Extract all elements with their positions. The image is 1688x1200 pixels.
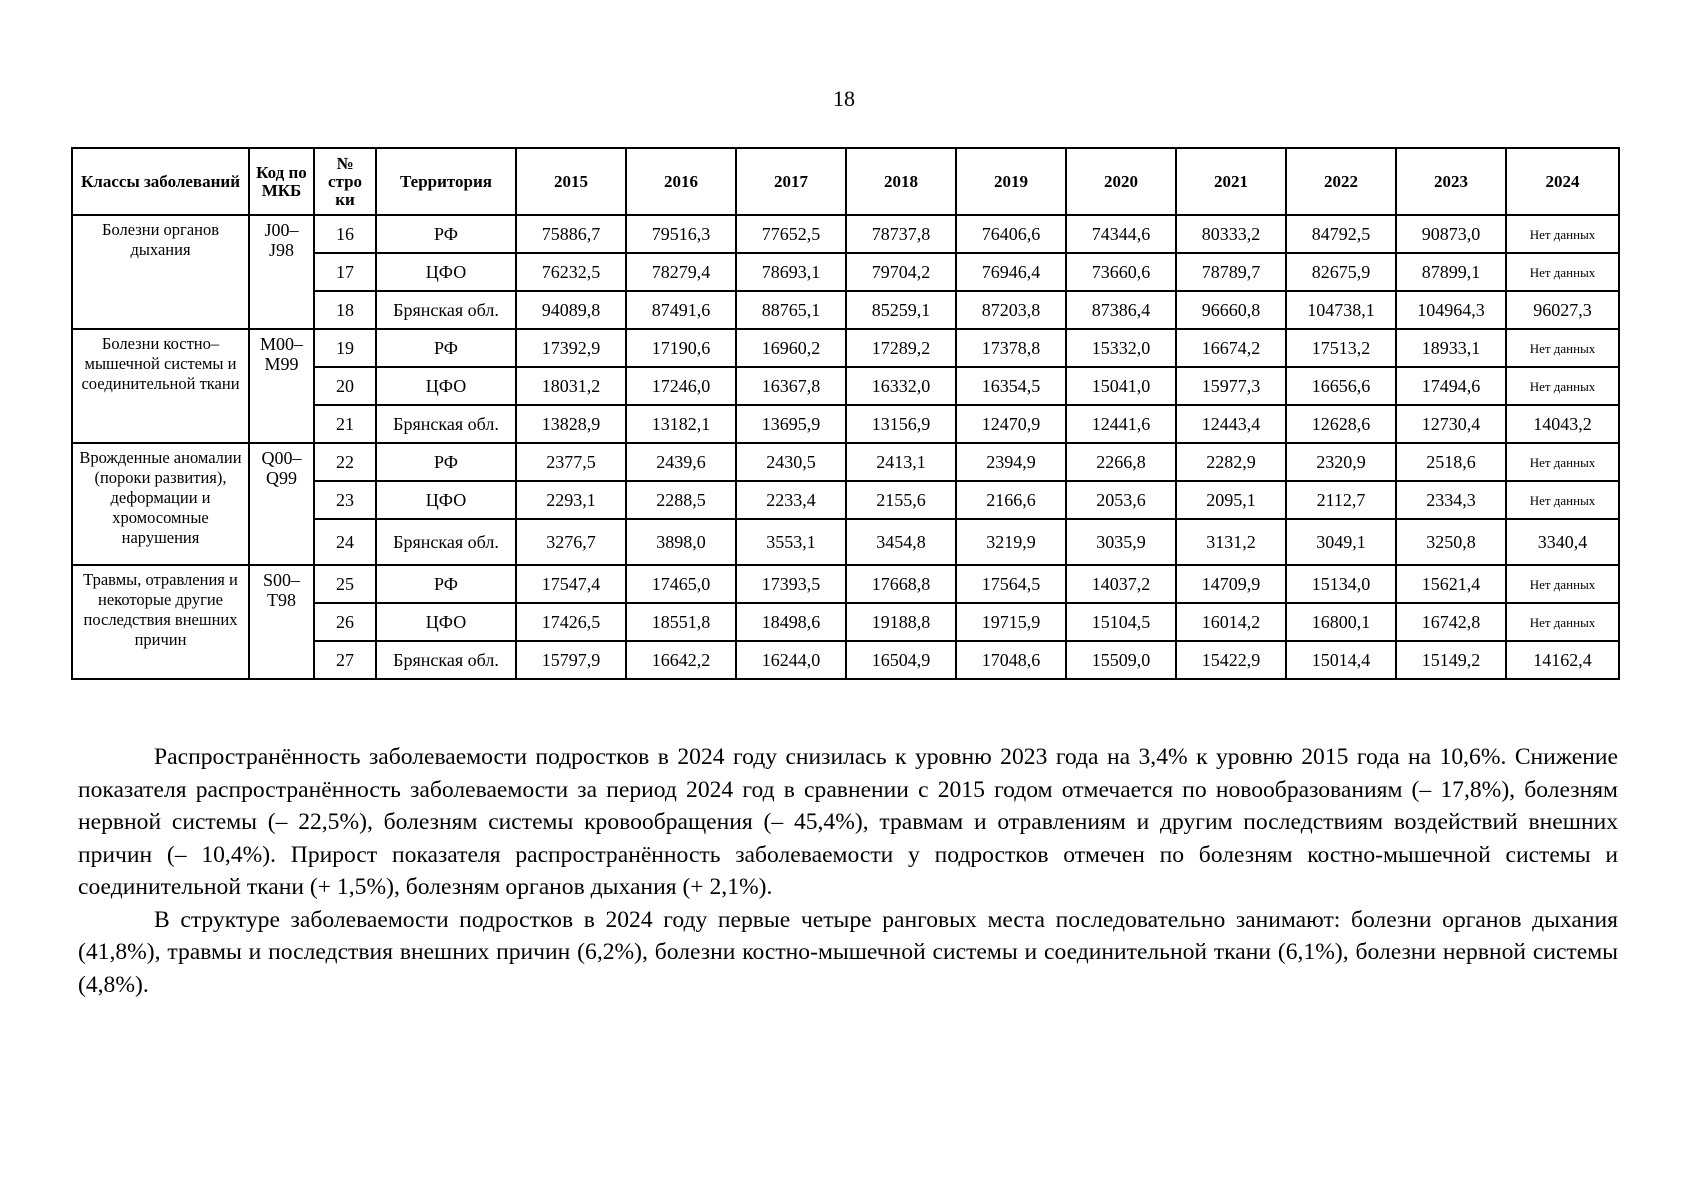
value-cell: 14709,9 — [1176, 565, 1286, 603]
header-year-2018: 2018 — [846, 148, 956, 215]
row-number-cell: 23 — [314, 481, 376, 519]
value-cell: 16674,2 — [1176, 329, 1286, 367]
row-number-cell: 24 — [314, 519, 376, 565]
disease-class-cell: Травмы, отравления и некоторые другие последствия внешних причин — [72, 565, 249, 679]
disease-class-cell: Болезни органов дыхания — [72, 215, 249, 329]
value-cell: 15134,0 — [1286, 565, 1396, 603]
value-cell: 78737,8 — [846, 215, 956, 253]
header-year-2021: 2021 — [1176, 148, 1286, 215]
territory-cell: Брянская обл. — [376, 291, 516, 329]
value-cell: 16354,5 — [956, 367, 1066, 405]
value-cell: 76406,6 — [956, 215, 1066, 253]
header-year-2024: 2024 — [1506, 148, 1619, 215]
value-cell: 3035,9 — [1066, 519, 1176, 565]
value-cell: 17465,0 — [626, 565, 736, 603]
value-cell: 87203,8 — [956, 291, 1066, 329]
value-cell: 17289,2 — [846, 329, 956, 367]
value-cell: 17378,8 — [956, 329, 1066, 367]
value-cell: 16332,0 — [846, 367, 956, 405]
value-cell: 14043,2 — [1506, 405, 1619, 443]
value-cell: 2288,5 — [626, 481, 736, 519]
value-cell: 17048,6 — [956, 641, 1066, 679]
value-cell: 13156,9 — [846, 405, 956, 443]
value-cell: 3340,4 — [1506, 519, 1619, 565]
value-cell: 78693,1 — [736, 253, 846, 291]
row-number-cell: 25 — [314, 565, 376, 603]
value-cell: 79704,2 — [846, 253, 956, 291]
value-cell: 84792,5 — [1286, 215, 1396, 253]
value-cell: 12628,6 — [1286, 405, 1396, 443]
value-cell: 16244,0 — [736, 641, 846, 679]
value-cell: 15422,9 — [1176, 641, 1286, 679]
value-cell: 16742,8 — [1396, 603, 1506, 641]
morbidity-table — [71, 147, 1620, 680]
icd-code-cell: Q00– Q99 — [249, 443, 314, 565]
table-row — [72, 443, 1619, 481]
territory-cell: ЦФО — [376, 253, 516, 291]
table-row — [72, 329, 1619, 367]
value-cell: 76946,4 — [956, 253, 1066, 291]
value-cell: 2282,9 — [1176, 443, 1286, 481]
value-cell: 15797,9 — [516, 641, 626, 679]
value-cell: 12470,9 — [956, 405, 1066, 443]
value-cell: 2155,6 — [846, 481, 956, 519]
value-cell: 17513,2 — [1286, 329, 1396, 367]
value-cell: 74344,6 — [1066, 215, 1176, 253]
value-cell: 73660,6 — [1066, 253, 1176, 291]
icd-code-cell: J00– J98 — [249, 215, 314, 329]
value-cell: 17246,0 — [626, 367, 736, 405]
value-cell: 15332,0 — [1066, 329, 1176, 367]
row-number-cell: 26 — [314, 603, 376, 641]
value-cell: 2233,4 — [736, 481, 846, 519]
value-cell: 96027,3 — [1506, 291, 1619, 329]
value-cell: 2334,3 — [1396, 481, 1506, 519]
value-cell: 17564,5 — [956, 565, 1066, 603]
page-number: 18 — [833, 86, 855, 111]
value-cell: 87491,6 — [626, 291, 736, 329]
value-cell: 82675,9 — [1286, 253, 1396, 291]
value-cell: Нет данных — [1506, 253, 1619, 291]
paragraph: В структуре заболеваемости подростков в 2024 году первые четыре ранговых места последовательно занимают: болезни органов дыхания (41,8%), травмы и последствия внешних причин (6,2%), болезни костно-мышечной системы и соединительной ткани (6,1%), болезни нервной системы (4,8%). — [78, 906, 1618, 998]
value-cell: 12443,4 — [1176, 405, 1286, 443]
body-text — [78, 741, 1618, 1001]
territory-cell: ЦФО — [376, 367, 516, 405]
value-cell: 78279,4 — [626, 253, 736, 291]
territory-cell: Брянская обл. — [376, 519, 516, 565]
value-cell: Нет данных — [1506, 329, 1619, 367]
value-cell: Нет данных — [1506, 481, 1619, 519]
value-cell: 15041,0 — [1066, 367, 1176, 405]
value-cell: 17190,6 — [626, 329, 736, 367]
value-cell: 3049,1 — [1286, 519, 1396, 565]
disease-class-cell: Болезни костно– мышечной системы и соединительной ткани — [72, 329, 249, 443]
value-cell: 16367,8 — [736, 367, 846, 405]
value-cell: 2293,1 — [516, 481, 626, 519]
value-cell: 2394,9 — [956, 443, 1066, 481]
value-cell: 90873,0 — [1396, 215, 1506, 253]
territory-cell: Брянская обл. — [376, 405, 516, 443]
value-cell: 88765,1 — [736, 291, 846, 329]
table-body — [72, 215, 1619, 679]
value-cell: 3454,8 — [846, 519, 956, 565]
value-cell: 16960,2 — [736, 329, 846, 367]
value-cell: 19715,9 — [956, 603, 1066, 641]
header-territory: Территория — [376, 148, 516, 215]
territory-cell: РФ — [376, 565, 516, 603]
value-cell: 12441,6 — [1066, 405, 1176, 443]
value-cell: Нет данных — [1506, 215, 1619, 253]
row-number-cell: 17 — [314, 253, 376, 291]
value-cell: 17668,8 — [846, 565, 956, 603]
value-cell: 12730,4 — [1396, 405, 1506, 443]
value-cell: 18031,2 — [516, 367, 626, 405]
row-number-cell: 16 — [314, 215, 376, 253]
header-row-number: № стро ки — [314, 148, 376, 215]
row-number-cell: 21 — [314, 405, 376, 443]
value-cell: 2095,1 — [1176, 481, 1286, 519]
value-cell: 14037,2 — [1066, 565, 1176, 603]
value-cell: Нет данных — [1506, 443, 1619, 481]
header-year-2020: 2020 — [1066, 148, 1176, 215]
value-cell: 16656,6 — [1286, 367, 1396, 405]
value-cell: 2053,6 — [1066, 481, 1176, 519]
territory-cell: ЦФО — [376, 481, 516, 519]
value-cell: 2377,5 — [516, 443, 626, 481]
value-cell: 3219,9 — [956, 519, 1066, 565]
value-cell: 17426,5 — [516, 603, 626, 641]
value-cell: 13695,9 — [736, 405, 846, 443]
value-cell: 16642,2 — [626, 641, 736, 679]
value-cell: 16800,1 — [1286, 603, 1396, 641]
value-cell: 3276,7 — [516, 519, 626, 565]
value-cell: 15977,3 — [1176, 367, 1286, 405]
header-year-2019: 2019 — [956, 148, 1066, 215]
value-cell: 2166,6 — [956, 481, 1066, 519]
value-cell: 16504,9 — [846, 641, 956, 679]
value-cell: 104964,3 — [1396, 291, 1506, 329]
value-cell: 2112,7 — [1286, 481, 1396, 519]
value-cell: 75886,7 — [516, 215, 626, 253]
value-cell: Нет данных — [1506, 367, 1619, 405]
value-cell: 15149,2 — [1396, 641, 1506, 679]
header-icd-code: Код по МКБ — [249, 148, 314, 215]
table-row — [72, 565, 1619, 603]
value-cell: 3898,0 — [626, 519, 736, 565]
row-number-cell: 20 — [314, 367, 376, 405]
value-cell: 18498,6 — [736, 603, 846, 641]
value-cell: Нет данных — [1506, 565, 1619, 603]
territory-cell: ЦФО — [376, 603, 516, 641]
row-number-cell: 18 — [314, 291, 376, 329]
value-cell: 15621,4 — [1396, 565, 1506, 603]
value-cell: 77652,5 — [736, 215, 846, 253]
value-cell: 17547,4 — [516, 565, 626, 603]
value-cell: 87386,4 — [1066, 291, 1176, 329]
value-cell: 14162,4 — [1506, 641, 1619, 679]
row-number-cell: 19 — [314, 329, 376, 367]
value-cell: 15509,0 — [1066, 641, 1176, 679]
value-cell: 2266,8 — [1066, 443, 1176, 481]
table-header-row — [72, 148, 1619, 215]
value-cell: 13182,1 — [626, 405, 736, 443]
icd-code-cell: S00– T98 — [249, 565, 314, 679]
value-cell: 15014,4 — [1286, 641, 1396, 679]
value-cell: 2413,1 — [846, 443, 956, 481]
value-cell: 85259,1 — [846, 291, 956, 329]
value-cell: 2439,6 — [626, 443, 736, 481]
value-cell: 2320,9 — [1286, 443, 1396, 481]
disease-class-cell: Врожденные аномалии (пороки развития), деформации и хромосомные нарушения — [72, 443, 249, 565]
value-cell: 18933,1 — [1396, 329, 1506, 367]
header-year-2022: 2022 — [1286, 148, 1396, 215]
value-cell: 3250,8 — [1396, 519, 1506, 565]
value-cell: 3553,1 — [736, 519, 846, 565]
value-cell: 79516,3 — [626, 215, 736, 253]
value-cell: 76232,5 — [516, 253, 626, 291]
value-cell: 80333,2 — [1176, 215, 1286, 253]
icd-code-cell: M00– M99 — [249, 329, 314, 443]
value-cell: 15104,5 — [1066, 603, 1176, 641]
value-cell: 94089,8 — [516, 291, 626, 329]
value-cell: 2518,6 — [1396, 443, 1506, 481]
value-cell: 96660,8 — [1176, 291, 1286, 329]
header-disease-class: Классы заболеваний — [72, 148, 249, 215]
value-cell: 87899,1 — [1396, 253, 1506, 291]
value-cell: 3131,2 — [1176, 519, 1286, 565]
value-cell: 17392,9 — [516, 329, 626, 367]
header-year-2017: 2017 — [736, 148, 846, 215]
value-cell: 18551,8 — [626, 603, 736, 641]
value-cell: 17393,5 — [736, 565, 846, 603]
table-row — [72, 215, 1619, 253]
territory-cell: Брянская обл. — [376, 641, 516, 679]
value-cell: 17494,6 — [1396, 367, 1506, 405]
value-cell: 78789,7 — [1176, 253, 1286, 291]
row-number-cell: 22 — [314, 443, 376, 481]
paragraph: Распространённость заболеваемости подростков в 2024 году снизилась к уровню 2023 года на 3,4% к уровню 2015 года на 10,6%. Снижение показателя распространённость заболеваемости за период 2024 год в сравнении с 2015 годом отмечается по новообразованиям (– 17,8%), болезням нервной системы (– 22,5%), болезням системы кровообращения (– 45,4%), травмам и отравлениям и другим последствиям воздействий внешних причин (– 10,4%). Прирост показателя распространённость заболеваемости у подростков отмечен по болезням костно-мышечной системы и соединительной ткани (+ 1,5%), болезням органов дыхания (+ 2,1%). — [78, 744, 1618, 900]
value-cell: 13828,9 — [516, 405, 626, 443]
territory-cell: РФ — [376, 329, 516, 367]
value-cell: 19188,8 — [846, 603, 956, 641]
territory-cell: РФ — [376, 215, 516, 253]
value-cell: 16014,2 — [1176, 603, 1286, 641]
row-number-cell: 27 — [314, 641, 376, 679]
territory-cell: РФ — [376, 443, 516, 481]
value-cell: 2430,5 — [736, 443, 846, 481]
value-cell: Нет данных — [1506, 603, 1619, 641]
header-year-2016: 2016 — [626, 148, 736, 215]
header-year-2023: 2023 — [1396, 148, 1506, 215]
value-cell: 104738,1 — [1286, 291, 1396, 329]
header-year-2015: 2015 — [516, 148, 626, 215]
